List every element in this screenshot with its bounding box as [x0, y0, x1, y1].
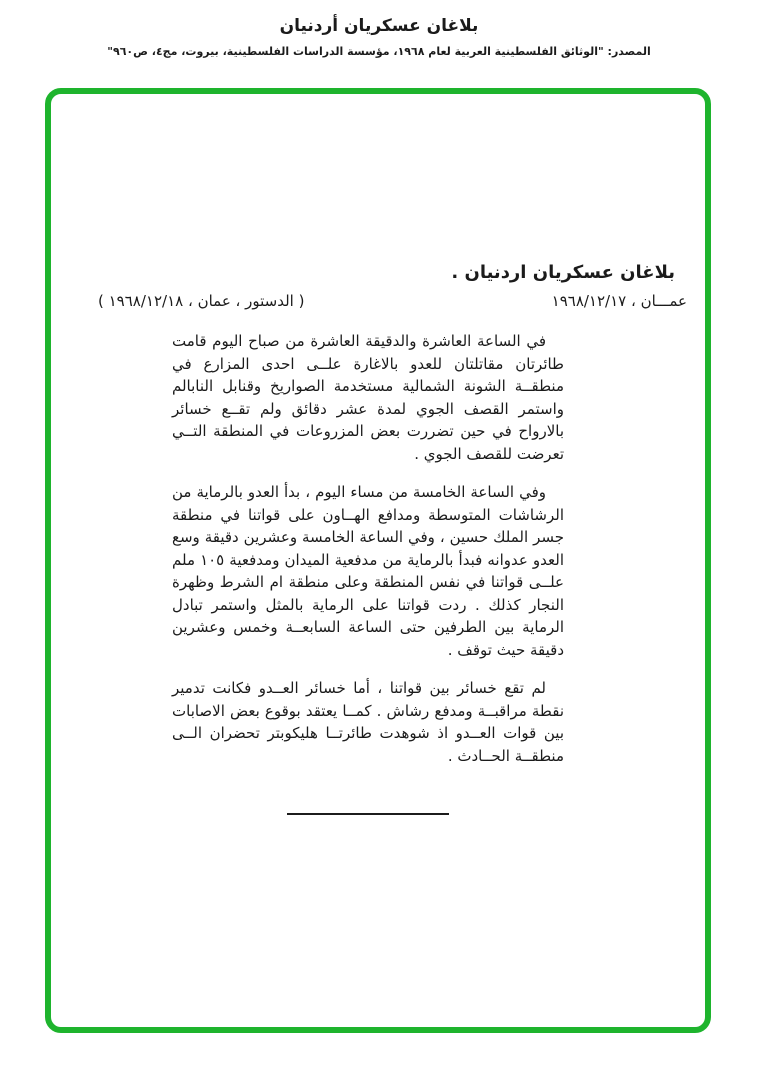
paragraph-artillery-exchange: وفي الساعة الخامسة من مساء اليوم ، بدأ العدو بالرماية من الرشاشات المتوسطة ومدافع الهــاون على قواتنا في منطقة جسر الملك حسين ، وفي الساعة الخامسة وعشرين دقيقة وسع العدو عدوانه فبدأ بالرماية من مدفعية الميدان ومدفعية ١٠٥ ملم علــى قواتنا في نفس المنطقة وعلى منطقة ام الشرط وظهرة النجار كذلك . ردت قواتنا على الرماية بالمثل واستمر تبادل الرماية بين الطرفين حتى الساعة السابعــة وخمس وعشرين دقيقة حيث توقف . [172, 483, 564, 659]
paragraph-air-raid: في الساعة العاشرة والدقيقة العاشرة من صباح اليوم قامت طائرتان مقاتلتان للعدو بالاغارة علــى احدى المزارع في منطقــة الشونة الشمالية مستخدمة الصواريخ وقنابل النابالم واستمر القصف الجوي لمدة عشر دقائق ولم تقــع خسائر بالارواح في حين تضررت بعض المزروعات في المنطقة التــي تعرضت للقصف الجوي . [172, 332, 564, 463]
dateline-amman: عمـــان ، ١٩٦٨/١٢/١٧ [551, 292, 687, 310]
paragraph-casualties: لم تقع خسائر بين قواتنا ، أما خسائر العــدو فكانت تدمير نقطة مراقبــة ومدفع رشاش . كمــا يعتقد بوقوع بعض الاصابات بين قوات العــدو اذ شوهدت طائرتــا هليكوبتر تحضران الــى منطقــة الحــادث . [172, 679, 564, 765]
dateline-addustour: ( الدستور ، عمان ، ١٩٦٨/١٢/١٨ ) [98, 292, 305, 310]
document-scan-frame [45, 88, 711, 1033]
document-body [172, 330, 564, 815]
source-citation: المصدر: "الوثائق الفلسطينية العربية لعام ١٩٦٨، مؤسسة الدراسات الفلسطينية، بيروت، مج٤، ص٩٦٠" [107, 45, 651, 58]
document-heading: بلاغان عسكريان اردنيان . [451, 262, 675, 283]
dateline-row [51, 283, 705, 310]
page-title: بلاغان عسكريان أردنيان [279, 16, 479, 36]
end-divider-line [287, 813, 449, 815]
